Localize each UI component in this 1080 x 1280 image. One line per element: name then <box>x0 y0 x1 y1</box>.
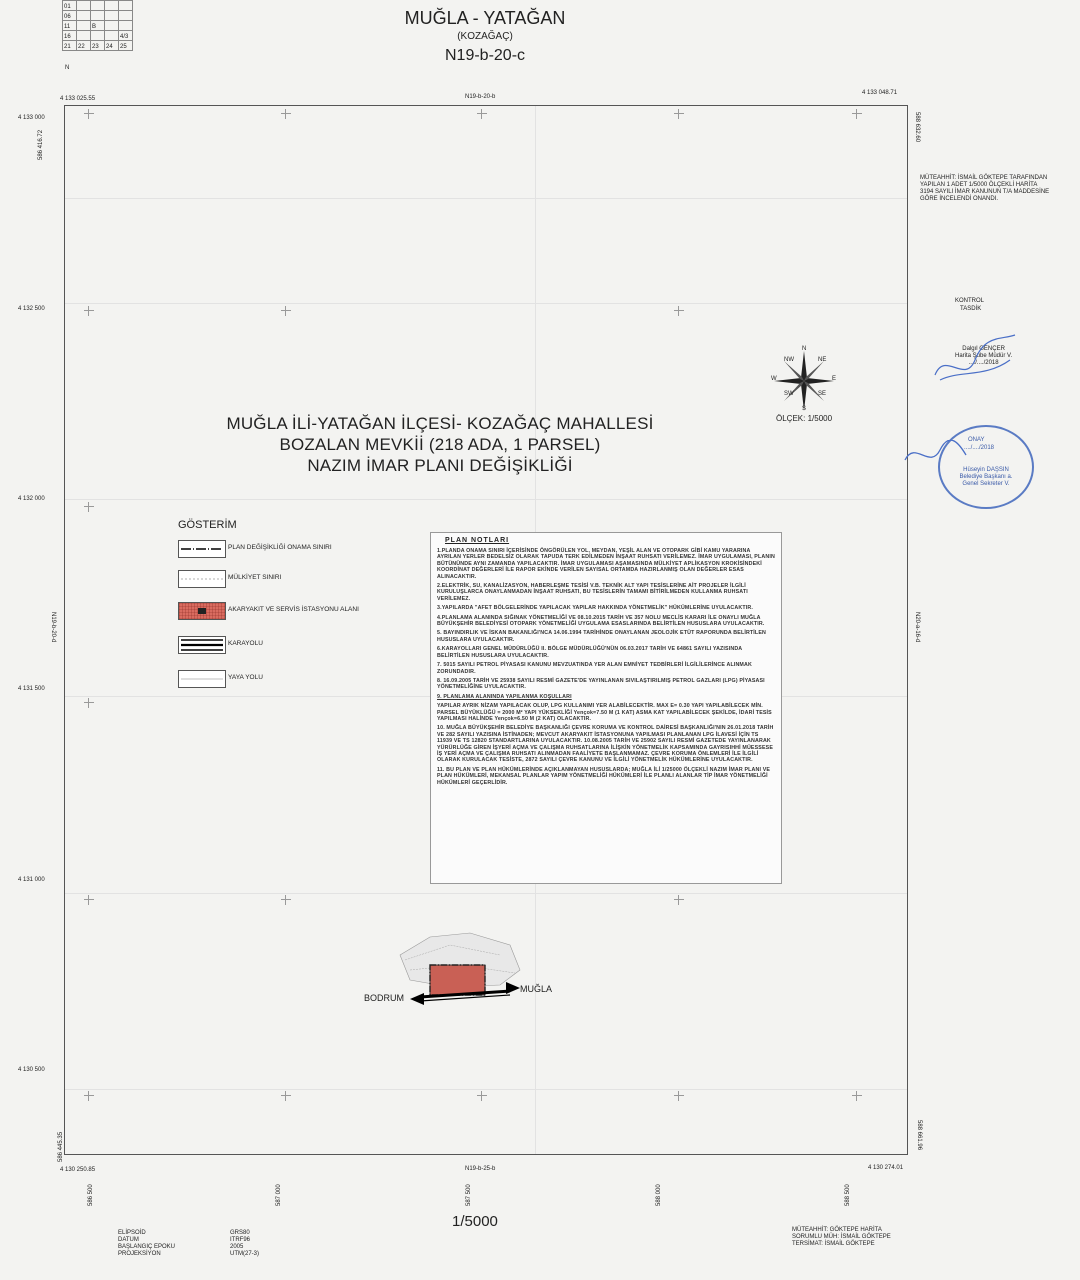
arrow-left-icon <box>410 993 424 1005</box>
coord-bottom-left: 4 130 250.85 <box>60 1167 96 1173</box>
footer-contractor: MÜTEAHHİT: GÖKTEPE HARİTA SORUMLU MÜH: İSMAİL GÖKTEPE TERSİMAT: İSMAİL GÖKTEPE <box>792 1227 891 1247</box>
legend-title: GÖSTERİM <box>178 519 237 531</box>
legend-swatch <box>178 570 226 588</box>
coord-right-top: 588 632.60 <box>914 112 920 143</box>
legend-label: MÜLKİYET SINIRI <box>228 574 282 581</box>
grid-cell: 24 <box>105 41 119 51</box>
grid-cell: 23 <box>91 41 105 51</box>
index-north-letter: N <box>65 65 70 71</box>
signer-1: Dalgıl GENÇER Harita Şube Müdür V. ..../..../2018 <box>955 346 1013 366</box>
grid-cell: 11 <box>63 21 77 31</box>
main-title-line-3: NAZIM İMAR PLANI DEĞİŞİKLİĞİ <box>307 456 573 475</box>
footer-scale: 1/5000 <box>452 1213 498 1230</box>
legend-swatch <box>178 540 226 558</box>
legend <box>178 540 378 700</box>
coord-top-center: N19-b-20-b <box>465 94 496 100</box>
x-tick-label: 587 000 <box>276 1184 282 1206</box>
coord-left-top: 586 416.72 <box>38 129 44 160</box>
coord-right-bottom: 588 661.96 <box>916 1120 922 1151</box>
legend-label: KARAYOLU <box>228 640 263 647</box>
header-subtitle: (KOZAĞAÇ) <box>457 31 513 42</box>
y-tick-label: 4 132 000 <box>18 496 45 502</box>
plan-note: 10. MUĞLA BÜYÜKŞEHİR BELEDİYE BAŞKANLIĞI ÇEVRE KORUMA VE KONTROL DAİRESİ BAŞKANLIĞI'NIN 26.01.2018 TARİH VE 282 SAYILI YAZISINA İSTİNADEN; MEVCUT AKARYAKIT İSTASYONUNA YAPILMASI PLANLANAN LPG İLAVESİ İÇİN TS 11939 VE TS 12820 STANDARTLARINA UYULACAKTIR. 10.08.2005 TARİH VE 25902 SAYILI RESMİ GAZETEDE YAYINLANARAK YÜRÜRLÜĞE GİREN İŞYERİ AÇMA VE ÇALIŞMA RUHSATLARINA İLİŞKİN YÖNETMELİK KAPSAMINDA GAYRISIHHİ MÜESSESE İŞ YERİ AÇMA VE ÇALIŞMA RUHSATI ALINMADAN FAALİYETE BAŞLANMAMAZ. ÇEVRE KORUMA ÖNLEMLERİ İLE İLGİLİ OLARAK KURULACAK TESİSTE, 2872 SAYILI ÇEVRE KANUNU VE İLGİLİ YÖNETMELİK HÜKÜMLERİNE UYULACAKTIR. <box>437 725 774 764</box>
grid-cell: 25 <box>119 41 133 51</box>
plan-note: YAPILAR AYRIK NİZAM YAPILACAK OLUP, LPG KULLANIMI YER ALABİLECEKTİR. MAX E= 0.30 YAPI YAPILABİLECEK MİN. PARSEL BÜYÜKLÜĞÜ = 2000 M² YAPI YÜKSEKLİĞİ Yençok=7.50 M (1 KAT) ASMA KAT YAPILABİLECEK ŞEKİLDE, İDARİ TESİS YAPILMASI HALİNDE Yençok=6.50 M (2 KAT) OLACAKTIR. <box>437 703 772 722</box>
approval-label: TASDİK <box>960 306 982 312</box>
dotted-line-icon <box>179 571 225 587</box>
coord-left-bottom: 586 445.35 <box>58 1131 64 1162</box>
legend-label: AKARYAKIT VE SERVİS İSTASYONU ALANI <box>228 606 359 613</box>
y-tick-label: 4 133 000 <box>18 115 45 121</box>
compass-se: SE <box>818 391 827 397</box>
compass-ne: NE <box>818 357 827 363</box>
signature-1-icon <box>925 330 1025 390</box>
grid-cell: 06 <box>63 11 77 21</box>
grid-cell: 22 <box>77 41 91 51</box>
datum-labels: ELİPSOİD DATUM BAŞLANGIÇ EPOKU PROJEKSİYON <box>118 1230 176 1257</box>
signature-2-icon <box>900 440 970 470</box>
plan-note: 2.ELEKTRİK, SU, KANALİZASYON, HABERLEŞME TESİSİ V.B. TEKNİK ALT YAPI TESİSLERİNE AİT PROJELER İLGİLİ KURULUŞLARCA ONAYLANMADAN İNŞAAT RUHSATI, BU TESİSLERİN TAMAMI BİTİRİLMEDEN KULLANMA RUHSATI VERİLEMEZ. <box>437 583 748 602</box>
plan-note: 7. 5015 SAYILI PETROL PİYASASI KANUNU MEVZUATINDA YER ALAN EMNİYET TEDBİRLERİ İLGİLİLERİNCE ALINMAK ZORUNDADIR. <box>437 662 752 675</box>
footpath-icon <box>179 671 225 687</box>
grid-cell: 01 <box>63 1 77 11</box>
compass-n: N <box>802 346 807 352</box>
x-tick-label: 588 000 <box>656 1184 662 1206</box>
compass-nw: NW <box>784 357 794 363</box>
plan-note: 9. PLANLAMA ALANINDA YAPILANMA KOŞULLARI <box>437 693 572 700</box>
y-tick-label: 4 130 500 <box>18 1067 45 1073</box>
legend-label: PLAN DEĞİŞİKLİĞİ ONAMA SINIRI <box>228 544 332 551</box>
compass-w: W <box>771 376 777 382</box>
hatched-fill-icon <box>179 603 225 619</box>
plan-notes-box <box>430 532 782 884</box>
legend-swatch <box>178 602 226 620</box>
scale-label: ÖLÇEK: 1/5000 <box>776 414 833 423</box>
map-label-bodrum: BODRUM <box>364 993 404 1003</box>
grid-cell: 21 <box>63 41 77 51</box>
compass-s: S <box>802 406 807 412</box>
grid-cell: 16 <box>63 31 77 41</box>
dash-dot-line-icon <box>179 541 225 557</box>
x-tick-label: 586 500 <box>88 1184 94 1206</box>
plan-note: 1.PLANDA ONAMA SINIRI İÇERİSİNDE ÖNGÖRÜLEN YOL, MEYDAN, YEŞİL ALAN VE OTOPARK GİBİ KAMU YARARINA AYRILAN YERLER BEDELSİZ OLARAK TAPUDA TERK EDİLMEDEN İNŞAAT RUHSATI VERİLEMEZ. İMAR UYGULAMASI, PLANIN BÜTÜNÜNDE AYNI ZAMANDA YAPILACAKTIR. İMAR UYGULAMASI AŞAMASINDA MÜLKİYET APLİKASYON KROKİSİNDEKİ KOORDİNAT DEĞERLERİ İLE RAPOR EKİNDE VERİLEN SAYISAL ORTAMDA HAZIRLANMIŞ OLAN DEĞERLER ESAS ALINACAKTIR. <box>437 548 775 580</box>
arrow-right-icon <box>506 982 520 994</box>
compass-sw: SW <box>784 391 794 397</box>
legend-swatch <box>178 636 226 654</box>
grid-cell: 4/3 <box>119 31 133 41</box>
main-title-line-1: MUĞLA İLİ-YATAĞAN İLÇESİ- KOZAĞAÇ MAHALLESİ <box>226 414 654 433</box>
highway-icon <box>179 637 225 653</box>
coord-bottom-center: N19-b-25-b <box>465 1166 496 1172</box>
compass-e: E <box>832 376 837 382</box>
coord-top-right: 4 133 048.71 <box>862 90 898 96</box>
plan-note: 8. 16.09.2005 TARİH VE 25938 SAYILI RESMİ GAZETE'DE YAYINLANAN SIVILAŞTIRILMIŞ PETROL GAZLARI (LPG) PİYASASI YÖNETMELİĞİNE UYULACAKTIR. <box>437 677 765 691</box>
header-sheet-code: N19-b-20-c <box>444 47 526 64</box>
x-tick-label: 587 500 <box>466 1184 472 1206</box>
contractor-approval-note: MÜTEAHHİT: İSMAİL GÖKTEPE TARAFINDAN YAPILAN 1 ADET 1/5000 ÖLÇEKLİ HARİTA 3194 SAYILI İMAR KANUNUN T/A MADDESİNE GÖRE İNCELENDİ ONANDI. <box>920 175 1050 202</box>
y-tick-label: 4 132 500 <box>18 306 45 312</box>
index-grid <box>62 0 133 51</box>
header-title: MUĞLA - YATAĞAN <box>404 8 566 28</box>
coord-bottom-right: 4 130 274.01 <box>868 1165 904 1171</box>
plan-note: 4.PLANLAMA ALANINDA SIĞINAK YÖNETMELİĞİ VE 08.10.2015 TARİH VE 357 NOLU MECLİS KARARI İLE ONAYLI MUĞLA BÜYÜKŞEHİR BELEDİYESİ OTOPARK YÖNETMELİĞİ UYGULAMA ESASLARINDA BELİRTİLEN HUSUSLARA UYULACAKTIR. <box>437 614 765 628</box>
control-label: KONTROL <box>955 298 985 304</box>
coord-left-center: N19-b-20-d <box>50 612 56 643</box>
legend-label: YAYA YOLU <box>228 674 263 681</box>
map-label-mugla: MUĞLA <box>520 984 553 994</box>
coord-top-left: 4 133 025.55 <box>60 96 96 102</box>
main-title-line-2: BOZALAN MEVKİİ (218 ADA, 1 PARSEL) <box>279 435 601 454</box>
onay-stamp: ONAY ..../..../2018 Hüseyin DAŞSIN Belediye Başkanı a. Genel Sekreter V. <box>938 425 1034 509</box>
plan-note: 3.YAPILARDA "AFET BÖLGELERİNDE YAPILACAK YAPILAR HAKKINDA YÖNETMELİK" HÜKÜMLERİNE UYULACAKTIR. <box>437 605 753 612</box>
plan-note: 11. BU PLAN VE PLAN HÜKÜMLERİNDE AÇIKLANMAYAN HUSUSLARDA; MUĞLA İLİ 1/25000 ÖLÇEKLİ NAZIM İMAR PLANI VE PLAN HÜKÜMLERİ, MEKANSAL PLANLAR YAPIM YÖNETMELİĞİ HÜKÜMLERİ İLE PLANLI ALANLAR TİP İMAR YÖNETMELİĞİ HÜKÜMLERİ GEÇERLİDİR. <box>437 766 771 786</box>
plan-note: 6.KARAYOLLARI GENEL MÜDÜRLÜĞÜ II. BÖLGE MÜDÜRLÜĞÜ'NÜN 06.03.2017 TARİH VE 64861 SAYILI YAZISINDA BELİRTİLEN HUSUSLARA UYULACAKTIR. <box>437 646 743 659</box>
y-tick-label: 4 131 500 <box>18 686 45 692</box>
grid-cell: B <box>91 21 105 31</box>
datum-values: GRS80 ITRF96 2005 UTM(27-3) <box>230 1230 260 1257</box>
y-tick-label: 4 131 000 <box>18 877 45 883</box>
coord-right-center: N20-a-16-d <box>914 612 920 643</box>
signer-2: Hüseyin DAŞSIN Belediye Başkanı a. Genel Sekreter V. <box>959 467 1013 487</box>
plan-notes-title: PLAN NOTLARI <box>445 537 510 544</box>
plan-note: 5. BAYINDIRLIK VE İSKAN BAKANLIĞI'NCA 14.06.1994 TARİHİNDE ONAYLANAN JEOLOJİK ETÜT RAPORUNDA BELİRTİLEN HUSUSLARA UYULACAKTIR. <box>437 630 766 643</box>
index-grid-box <box>62 0 133 51</box>
x-tick-label: 588 500 <box>845 1184 851 1206</box>
legend-swatch <box>178 670 226 688</box>
